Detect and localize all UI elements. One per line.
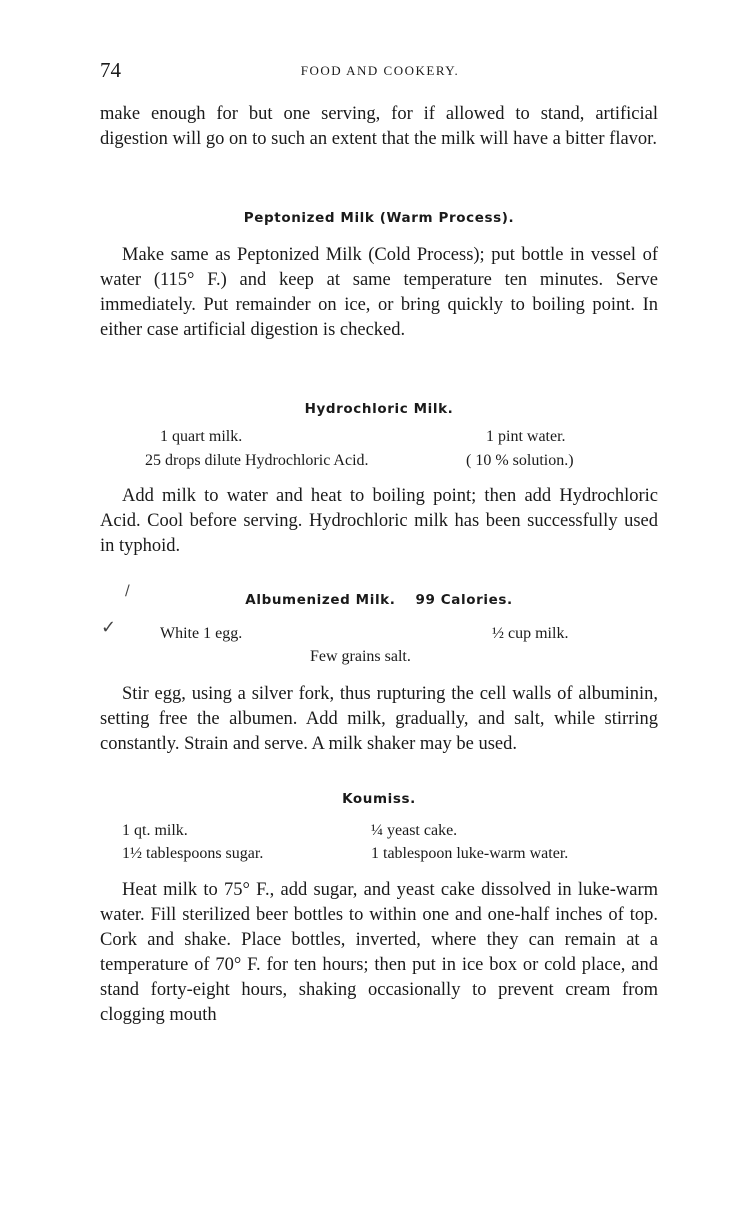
- ingredient: 1 qt. milk.: [122, 822, 188, 839]
- ingredient: ¼ yeast cake.: [371, 822, 458, 839]
- ingredient: 1 quart milk.: [160, 428, 243, 445]
- calorie-count: 99 Calories.: [415, 592, 513, 608]
- ingredient: 25 drops dilute Hydrochloric Acid.: [145, 452, 369, 469]
- intro-paragraph: make enough for but one serving, for if allowed to stand, artificial digestion will go on to such an extent that the milk will have a bitter flavor.: [100, 104, 658, 149]
- recipe-title-koumiss: Koumiss.: [342, 791, 416, 807]
- ingredient: Few grains salt.: [310, 648, 411, 665]
- recipe-title-hydrochloric: Hydrochloric Milk.: [304, 401, 454, 417]
- recipe-title-text: Albumenized Milk.: [245, 592, 396, 608]
- ingredient: 1 tablespoon luke-warm water.: [371, 845, 569, 862]
- page-header: [100, 58, 660, 84]
- recipe-directions-koumiss: Heat milk to 75° F., add sugar, and yeast cake dissolved in luke-warm water. Fill sterilized beer bottles to within one and one-half inches of top. Cork and shake. Place bottles, inverted, where they can remain at a temperature of 70° F. for ten hours; then put in ice box or cold place, and stand forty-eight hours, shaking occasionally to prevent cream from clogging mouth: [100, 880, 658, 1025]
- ingredient: ½ cup milk.: [492, 625, 569, 642]
- recipe-directions-hydrochloric: Add milk to water and heat to boiling point; then add Hydrochloric Acid. Cool before serving. Hydrochloric milk has been successfully used in typhoid.: [100, 486, 658, 556]
- pencil-check-mark: ✓: [101, 617, 117, 638]
- recipe-directions-albumenized: Stir egg, using a silver fork, thus rupturing the cell walls of albuminin, setting free the albumen. Add milk, gradually, and salt, while stirring constantly. Strain and serve. A milk shaker may be used.: [100, 684, 658, 754]
- recipe-title-peptonized-warm: Peptonized Milk (Warm Process).: [243, 210, 515, 226]
- recipe-directions-peptonized-warm: Make same as Peptonized Milk (Cold Process); put bottle in vessel of water (115° F.) and keep at same temperature ten minutes. Serve immediately. Put remainder on ice, or bring quickly to boiling point. In either case artificial digestion is checked.: [100, 245, 658, 340]
- recipe-title-albumenized: [100, 592, 658, 608]
- running-title: FOOD AND COOKERY.: [300, 63, 460, 78]
- ingredient: White 1 egg.: [160, 625, 243, 642]
- pencil-tick-mark: /: [125, 583, 130, 599]
- ingredient: ( 10 % solution.): [466, 452, 574, 469]
- ingredient: 1 pint water.: [486, 428, 566, 445]
- page-number: 74: [100, 58, 121, 82]
- ingredient: 1½ tablespoons sugar.: [122, 845, 264, 862]
